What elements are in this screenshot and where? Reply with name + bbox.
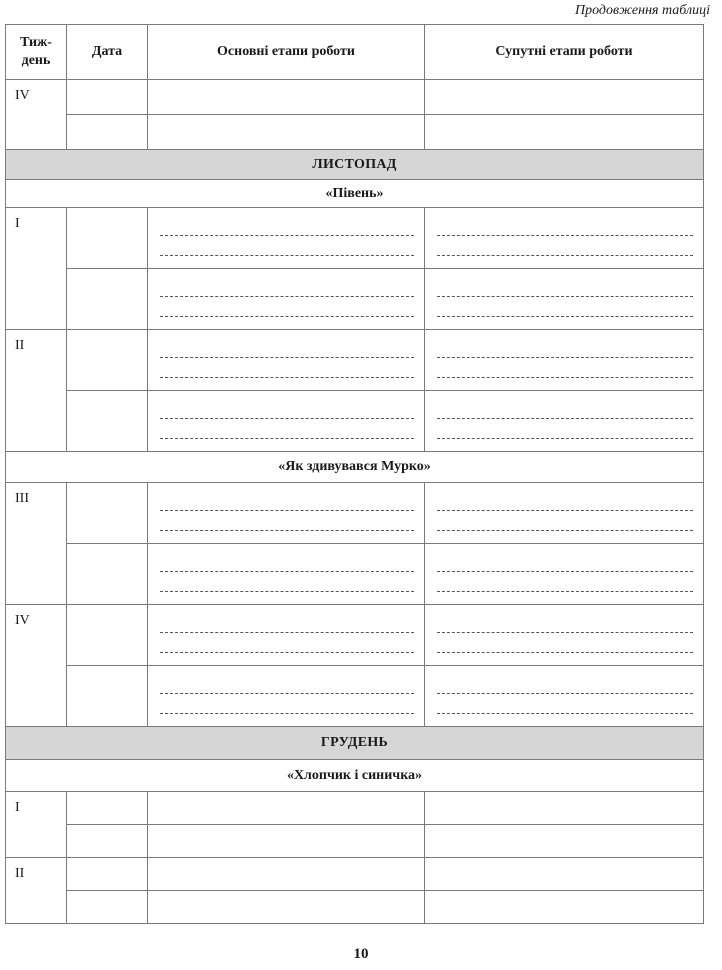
date-cell[interactable] xyxy=(67,825,148,858)
aux-stage-cell[interactable] xyxy=(425,330,704,391)
aux-stage-cell[interactable] xyxy=(425,544,704,605)
table-row xyxy=(6,544,704,605)
topic-row xyxy=(6,180,704,208)
header-week: Тиж- день xyxy=(6,25,67,80)
table-header-row xyxy=(6,25,704,80)
date-cell[interactable] xyxy=(67,792,148,825)
aux-stage-cell[interactable] xyxy=(425,605,704,666)
week-cell: III xyxy=(6,483,67,605)
table-row xyxy=(6,269,704,330)
table-row xyxy=(6,483,704,544)
week-cell: IV xyxy=(6,80,67,150)
aux-stage-cell[interactable] xyxy=(425,391,704,452)
table-row xyxy=(6,825,704,858)
week-cell: I xyxy=(6,208,67,330)
date-cell[interactable] xyxy=(67,891,148,924)
week-cell: II xyxy=(6,330,67,452)
date-cell[interactable] xyxy=(67,544,148,605)
aux-stage-cell[interactable] xyxy=(425,825,704,858)
date-cell[interactable] xyxy=(67,80,148,115)
table-row xyxy=(6,891,704,924)
table-row xyxy=(6,858,704,891)
month-december: ГРУДЕНЬ xyxy=(6,727,704,760)
date-cell[interactable] xyxy=(67,483,148,544)
date-cell[interactable] xyxy=(67,115,148,150)
main-stage-cell[interactable] xyxy=(148,825,425,858)
date-cell[interactable] xyxy=(67,208,148,269)
aux-stage-cell[interactable] xyxy=(425,269,704,330)
table-continued-caption: Продовження таблиці xyxy=(574,3,710,18)
table-row xyxy=(6,391,704,452)
week-cell: I xyxy=(6,792,67,858)
table-row xyxy=(6,605,704,666)
month-row xyxy=(6,727,704,760)
header-aux-stages: Супутні етапи роботи xyxy=(425,25,704,80)
main-stage-cell[interactable] xyxy=(148,330,425,391)
lesson-plan-table xyxy=(5,24,704,924)
main-stage-cell[interactable] xyxy=(148,792,425,825)
table-row xyxy=(6,115,704,150)
table-row xyxy=(6,208,704,269)
date-cell[interactable] xyxy=(67,330,148,391)
date-cell[interactable] xyxy=(67,605,148,666)
aux-stage-cell[interactable] xyxy=(425,792,704,825)
aux-stage-cell[interactable] xyxy=(425,115,704,150)
aux-stage-cell[interactable] xyxy=(425,666,704,727)
table-row xyxy=(6,330,704,391)
main-stage-cell[interactable] xyxy=(148,483,425,544)
aux-stage-cell[interactable] xyxy=(425,483,704,544)
topic-rooster: «Півень» xyxy=(6,180,704,208)
main-stage-cell[interactable] xyxy=(148,858,425,891)
table-row xyxy=(6,792,704,825)
date-cell[interactable] xyxy=(67,666,148,727)
aux-stage-cell[interactable] xyxy=(425,208,704,269)
main-stage-cell[interactable] xyxy=(148,115,425,150)
date-cell[interactable] xyxy=(67,391,148,452)
aux-stage-cell[interactable] xyxy=(425,858,704,891)
main-stage-cell[interactable] xyxy=(148,269,425,330)
date-cell[interactable] xyxy=(67,269,148,330)
main-stage-cell[interactable] xyxy=(148,391,425,452)
aux-stage-cell[interactable] xyxy=(425,891,704,924)
main-stage-cell[interactable] xyxy=(148,80,425,115)
page-number: 10 xyxy=(353,946,369,962)
topic-murko: «Як здивувався Мурко» xyxy=(6,452,704,483)
main-stage-cell[interactable] xyxy=(148,544,425,605)
table-row xyxy=(6,666,704,727)
aux-stage-cell[interactable] xyxy=(425,80,704,115)
main-stage-cell[interactable] xyxy=(148,208,425,269)
month-november: ЛИСТОПАД xyxy=(6,150,704,180)
main-stage-cell[interactable] xyxy=(148,891,425,924)
month-row xyxy=(6,150,704,180)
topic-boy-and-titmouse: «Хлопчик і синичка» xyxy=(6,760,704,792)
table-row xyxy=(6,80,704,115)
topic-row xyxy=(6,452,704,483)
header-date: Дата xyxy=(67,25,148,80)
week-cell: IV xyxy=(6,605,67,727)
main-stage-cell[interactable] xyxy=(148,666,425,727)
header-main-stages: Основні етапи роботи xyxy=(148,25,425,80)
topic-row xyxy=(6,760,704,792)
week-cell: II xyxy=(6,858,67,924)
date-cell[interactable] xyxy=(67,858,148,891)
main-stage-cell[interactable] xyxy=(148,605,425,666)
